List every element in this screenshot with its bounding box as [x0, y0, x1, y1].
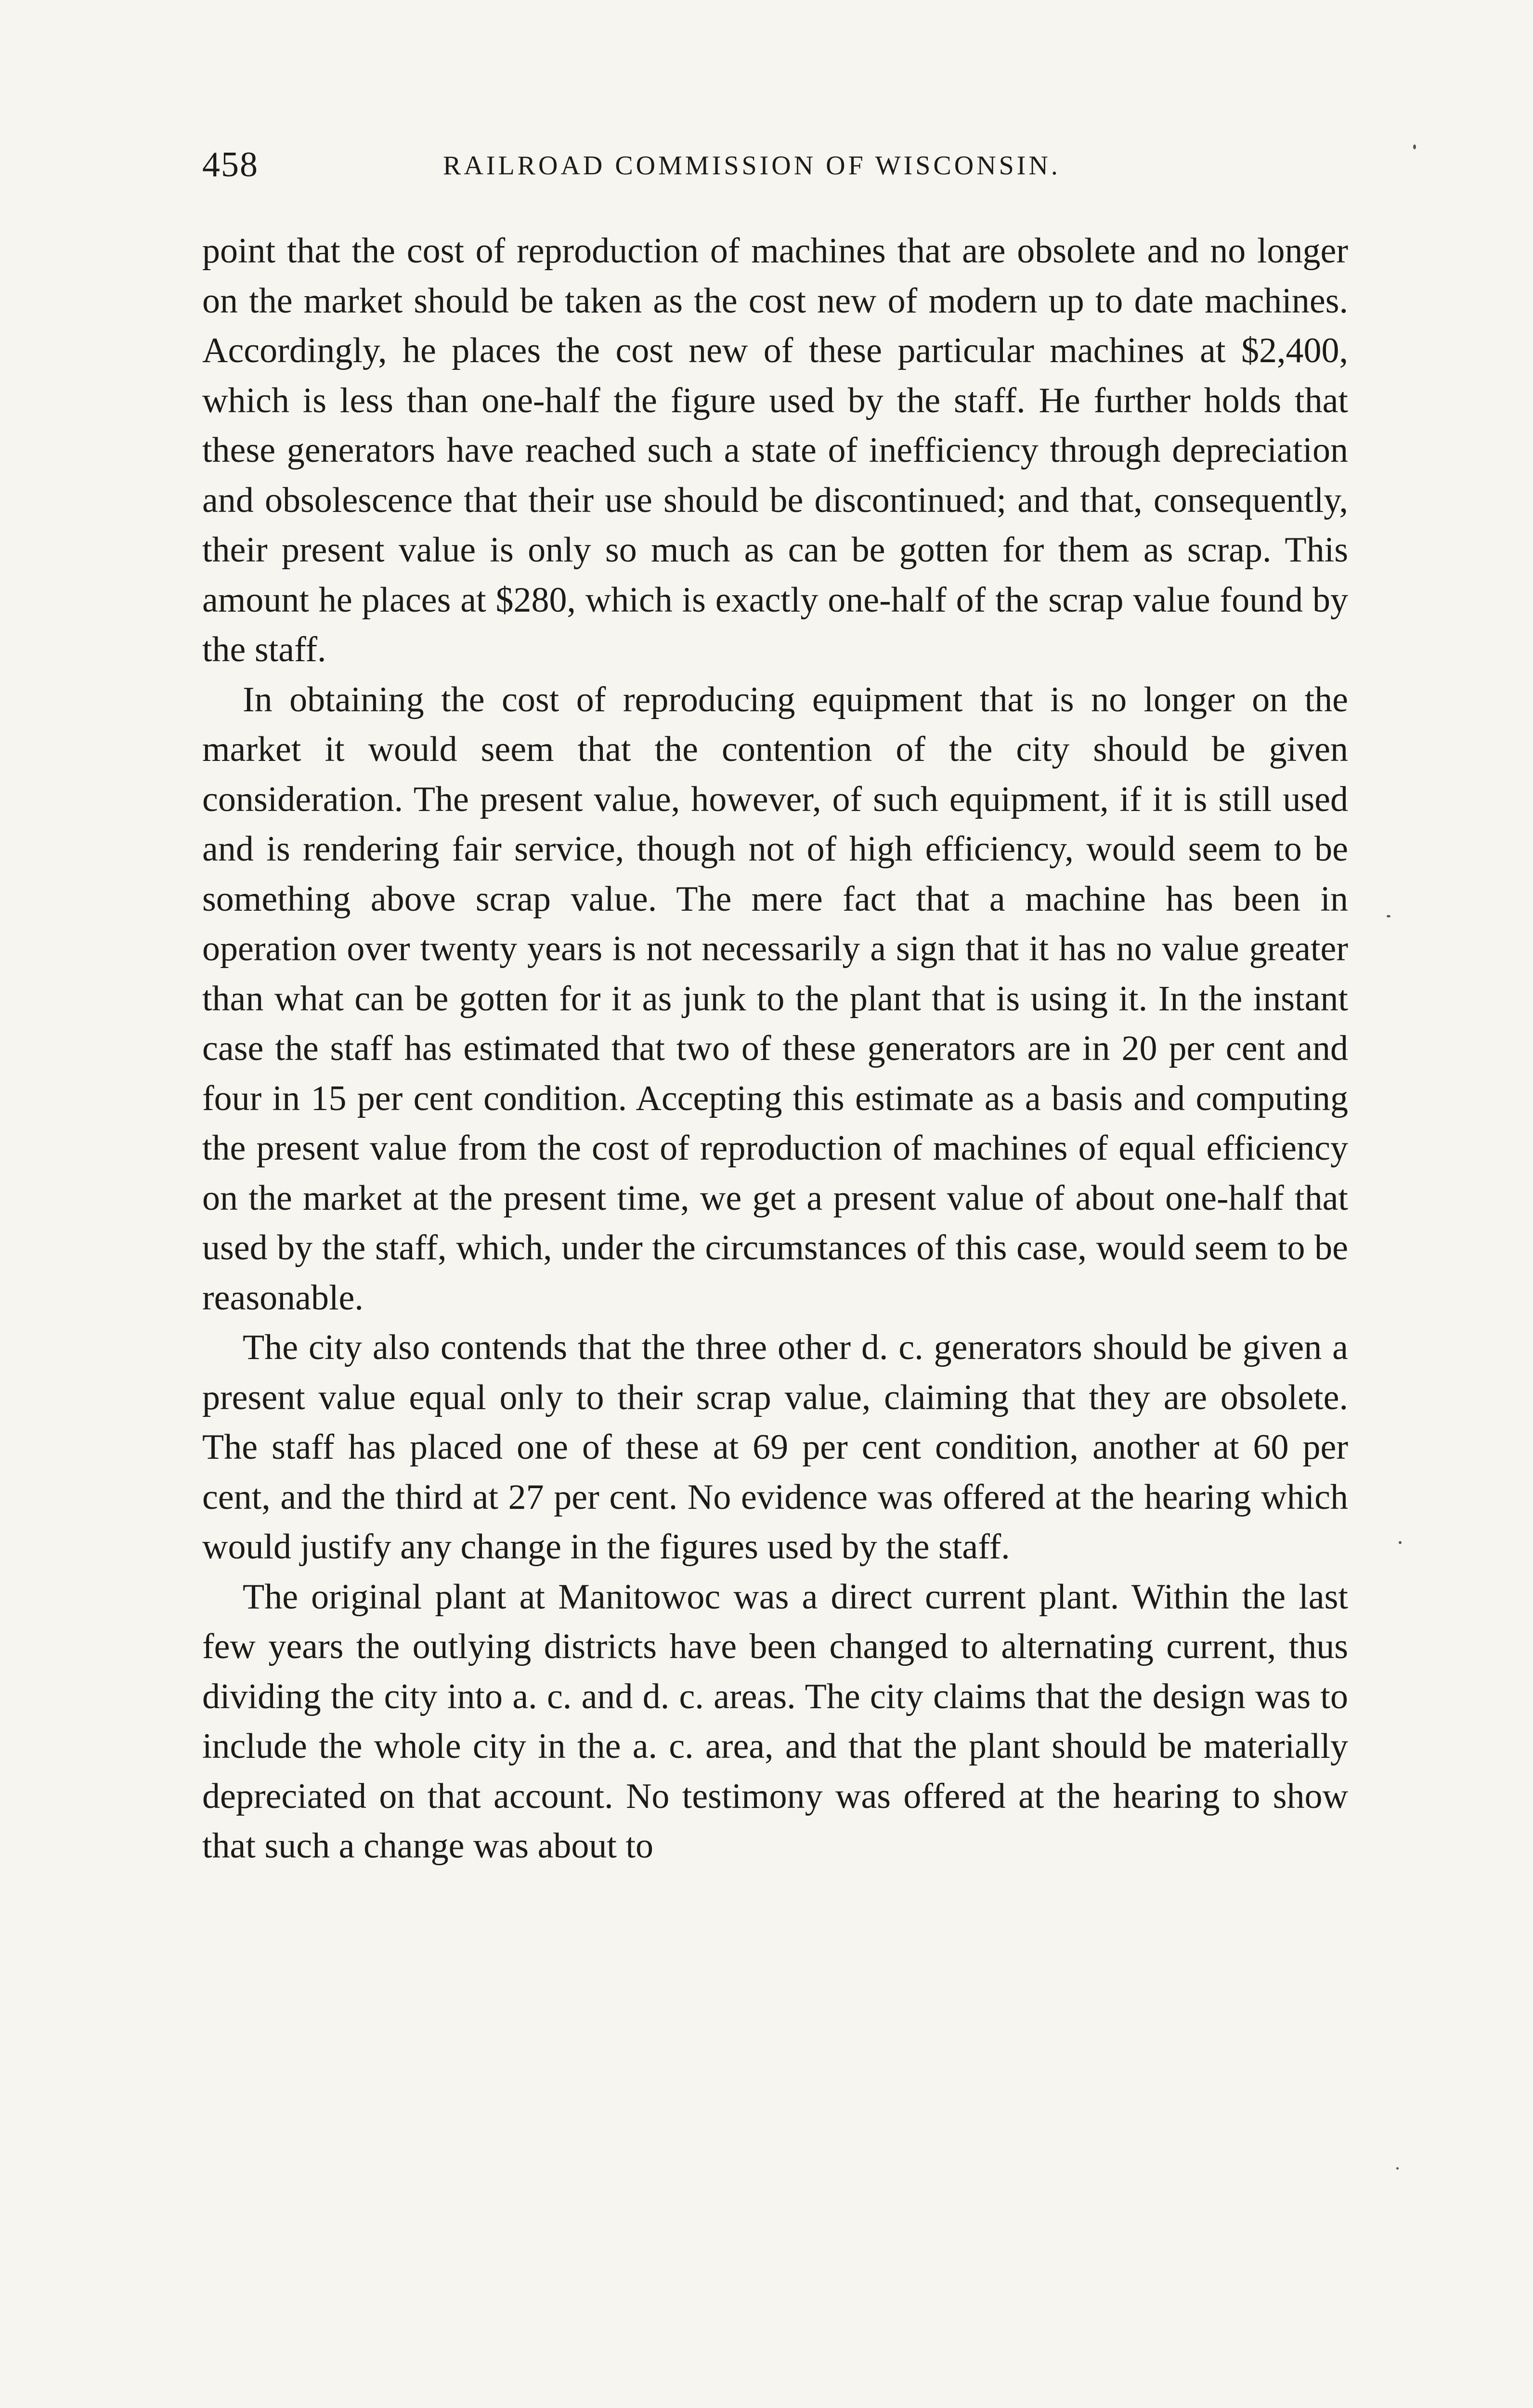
page-number: 458 — [202, 145, 259, 184]
scan-speck — [1413, 144, 1416, 149]
paragraph-1: point that the cost of reproduction of machines that are obsolete and no longer on the market should be taken as the cost new of modern up to date machines. Accordingly, he places the cost new of these particular machines at $2,400, which is less than one-half the figure used by the staff. He further holds that these generators have reached such a state of inefficiency through depreciation and obsolescence that their use should be discontinued; and that, consequently, their present value is only so much as can be gotten for them as scrap. This amount he places at $280, which is exactly one-half of the scrap value found by the staff. — [202, 231, 1348, 669]
page-header — [202, 144, 1348, 197]
paragraph-3: The city also contends that the three other d. c. generators should be given a present value equal only to their scrap value, claiming that they are obsolete. The staff has placed one of these at 69 per cent condition, another at 60 per cent, and the third at 27 per cent. No evidence was offered at the hearing which would justify any change in the figures used by the staff. — [202, 1328, 1348, 1567]
body-text — [202, 226, 1348, 1871]
scan-speck — [1396, 2167, 1399, 2170]
running-head: RAILROAD COMMISSION OF WISCONSIN. — [443, 151, 1061, 181]
paragraph-2: In obtaining the cost of reproducing equipment that is no longer on the market it would seem that the contention of the city should be given consideration. The present value, however, of such equipment, if it is still used and is rendering fair service, though not of high efficiency, would seem to be something above scrap value. The mere fact that a machine has been in operation over twenty years is not necessarily a sign that it has no value greater than what can be gotten for it as junk to the plant that is using it. In the instant case the staff has estimated that two of these generators are in 20 per cent and four in 15 per cent condition. Accepting this estimate as a basis and computing the present value from the cost of reproduction of machines of equal efficiency on the market at the present time, we get a present value of about one-half that used by the staff, which, under the circumstances of this case, would seem to be reasonable. — [202, 680, 1348, 1318]
scan-speck — [1387, 915, 1390, 917]
paragraph-4: The original plant at Manitowoc was a direct current plant. Within the last few years the outlying districts have been changed to alternating current, thus dividing the city into a. c. and d. c. areas. The city claims that the design was to include the whole city in the a. c. area, and that the plant should be materially depreciated on that account. No testimony was offered at the hearing to show that such a change was about to — [202, 1577, 1348, 1866]
scan-speck — [1399, 1541, 1402, 1544]
